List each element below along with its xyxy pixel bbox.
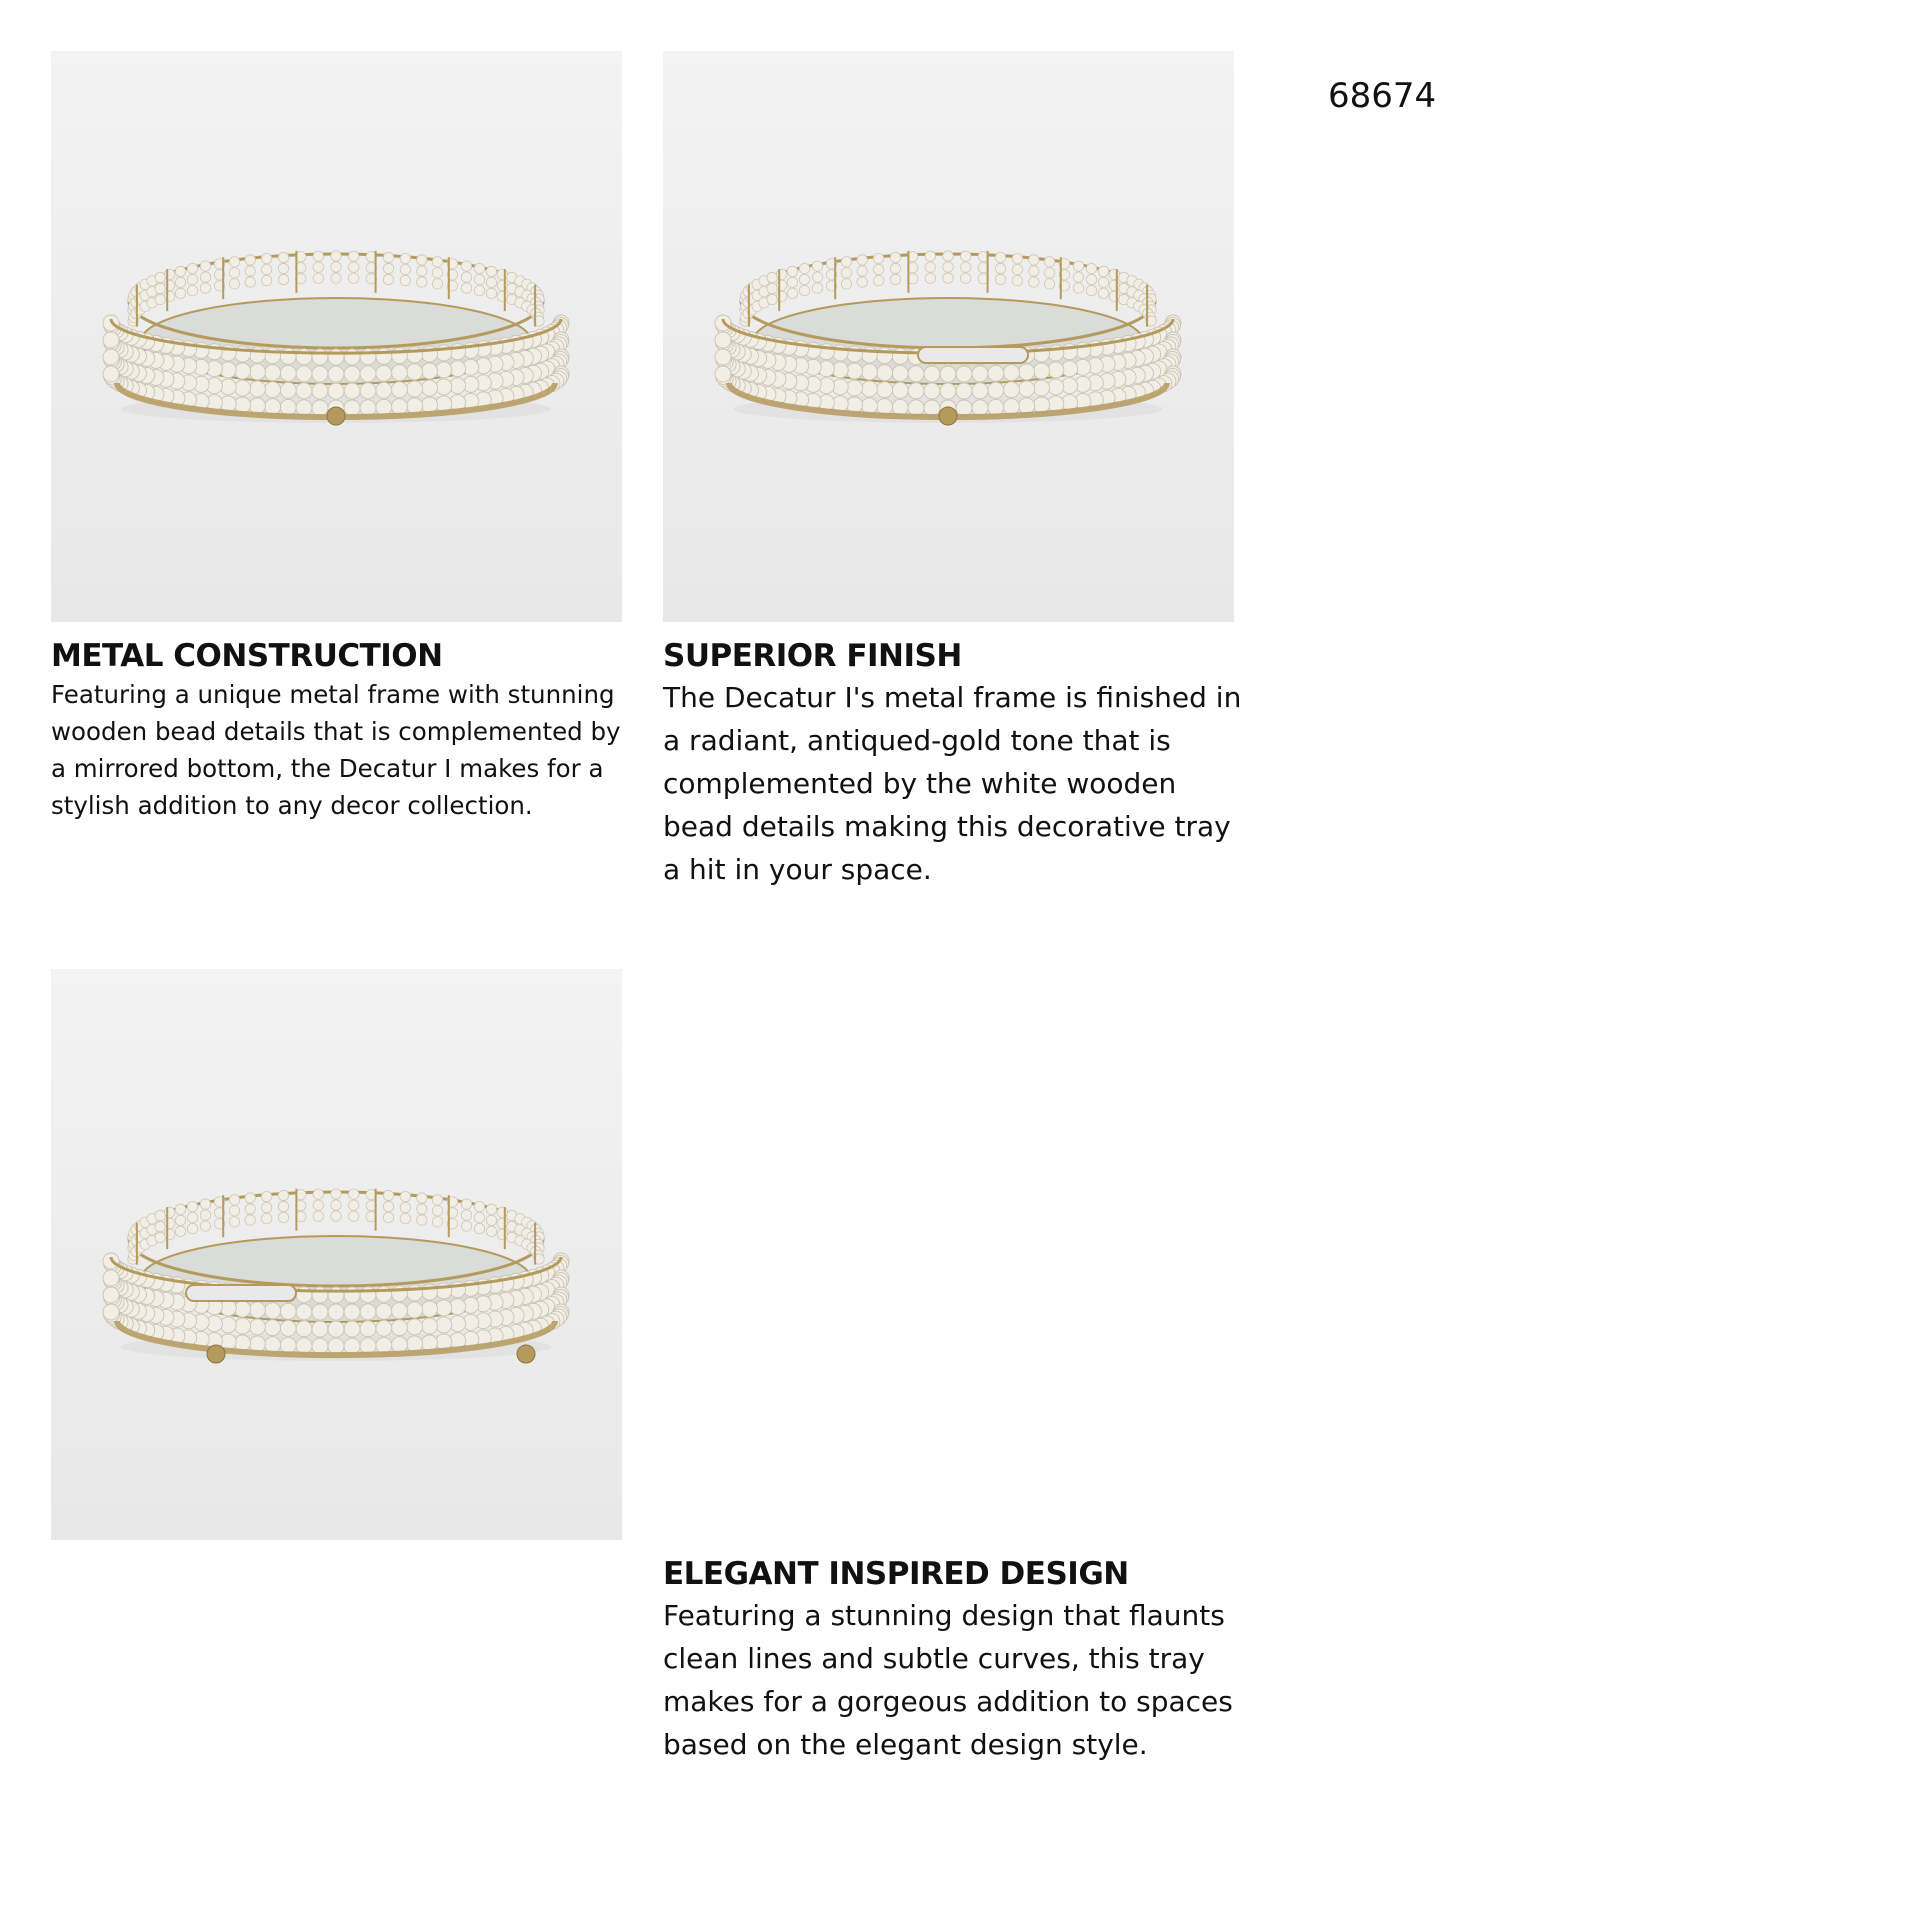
feature-title: METAL CONSTRUCTION xyxy=(51,638,443,674)
feature-description: Featuring a unique metal frame with stunning wooden bead details that is complemented by a mirrored bottom, the Decatur I makes for a stylish addition to any decor collection. xyxy=(51,680,621,820)
feature-superior-finish xyxy=(663,636,1243,891)
beaded-tray-illustration xyxy=(663,51,1234,622)
beaded-tray-illustration xyxy=(51,51,622,622)
feature-description: The Decatur I's metal frame is finished in a radiant, antiqued-gold tone that is complemented by the white wooden bead details making this decorative tray a hit in your space. xyxy=(663,681,1242,886)
feature-elegant-design xyxy=(663,1554,1243,1766)
tray-photo-angle-3 xyxy=(51,969,622,1540)
feature-metal-construction xyxy=(51,636,641,824)
feature-description: Featuring a stunning design that flaunts clean lines and subtle curves, this tray makes for a gorgeous addition to spaces based on the elegant design style. xyxy=(663,1599,1233,1761)
beaded-tray-illustration xyxy=(51,969,622,1540)
feature-title: SUPERIOR FINISH xyxy=(663,638,962,674)
tray-photo-angle-1 xyxy=(51,51,622,622)
tray-photo-angle-2 xyxy=(663,51,1234,622)
sku-number: 68674 xyxy=(1328,76,1437,116)
feature-title: ELEGANT INSPIRED DESIGN xyxy=(663,1556,1129,1592)
